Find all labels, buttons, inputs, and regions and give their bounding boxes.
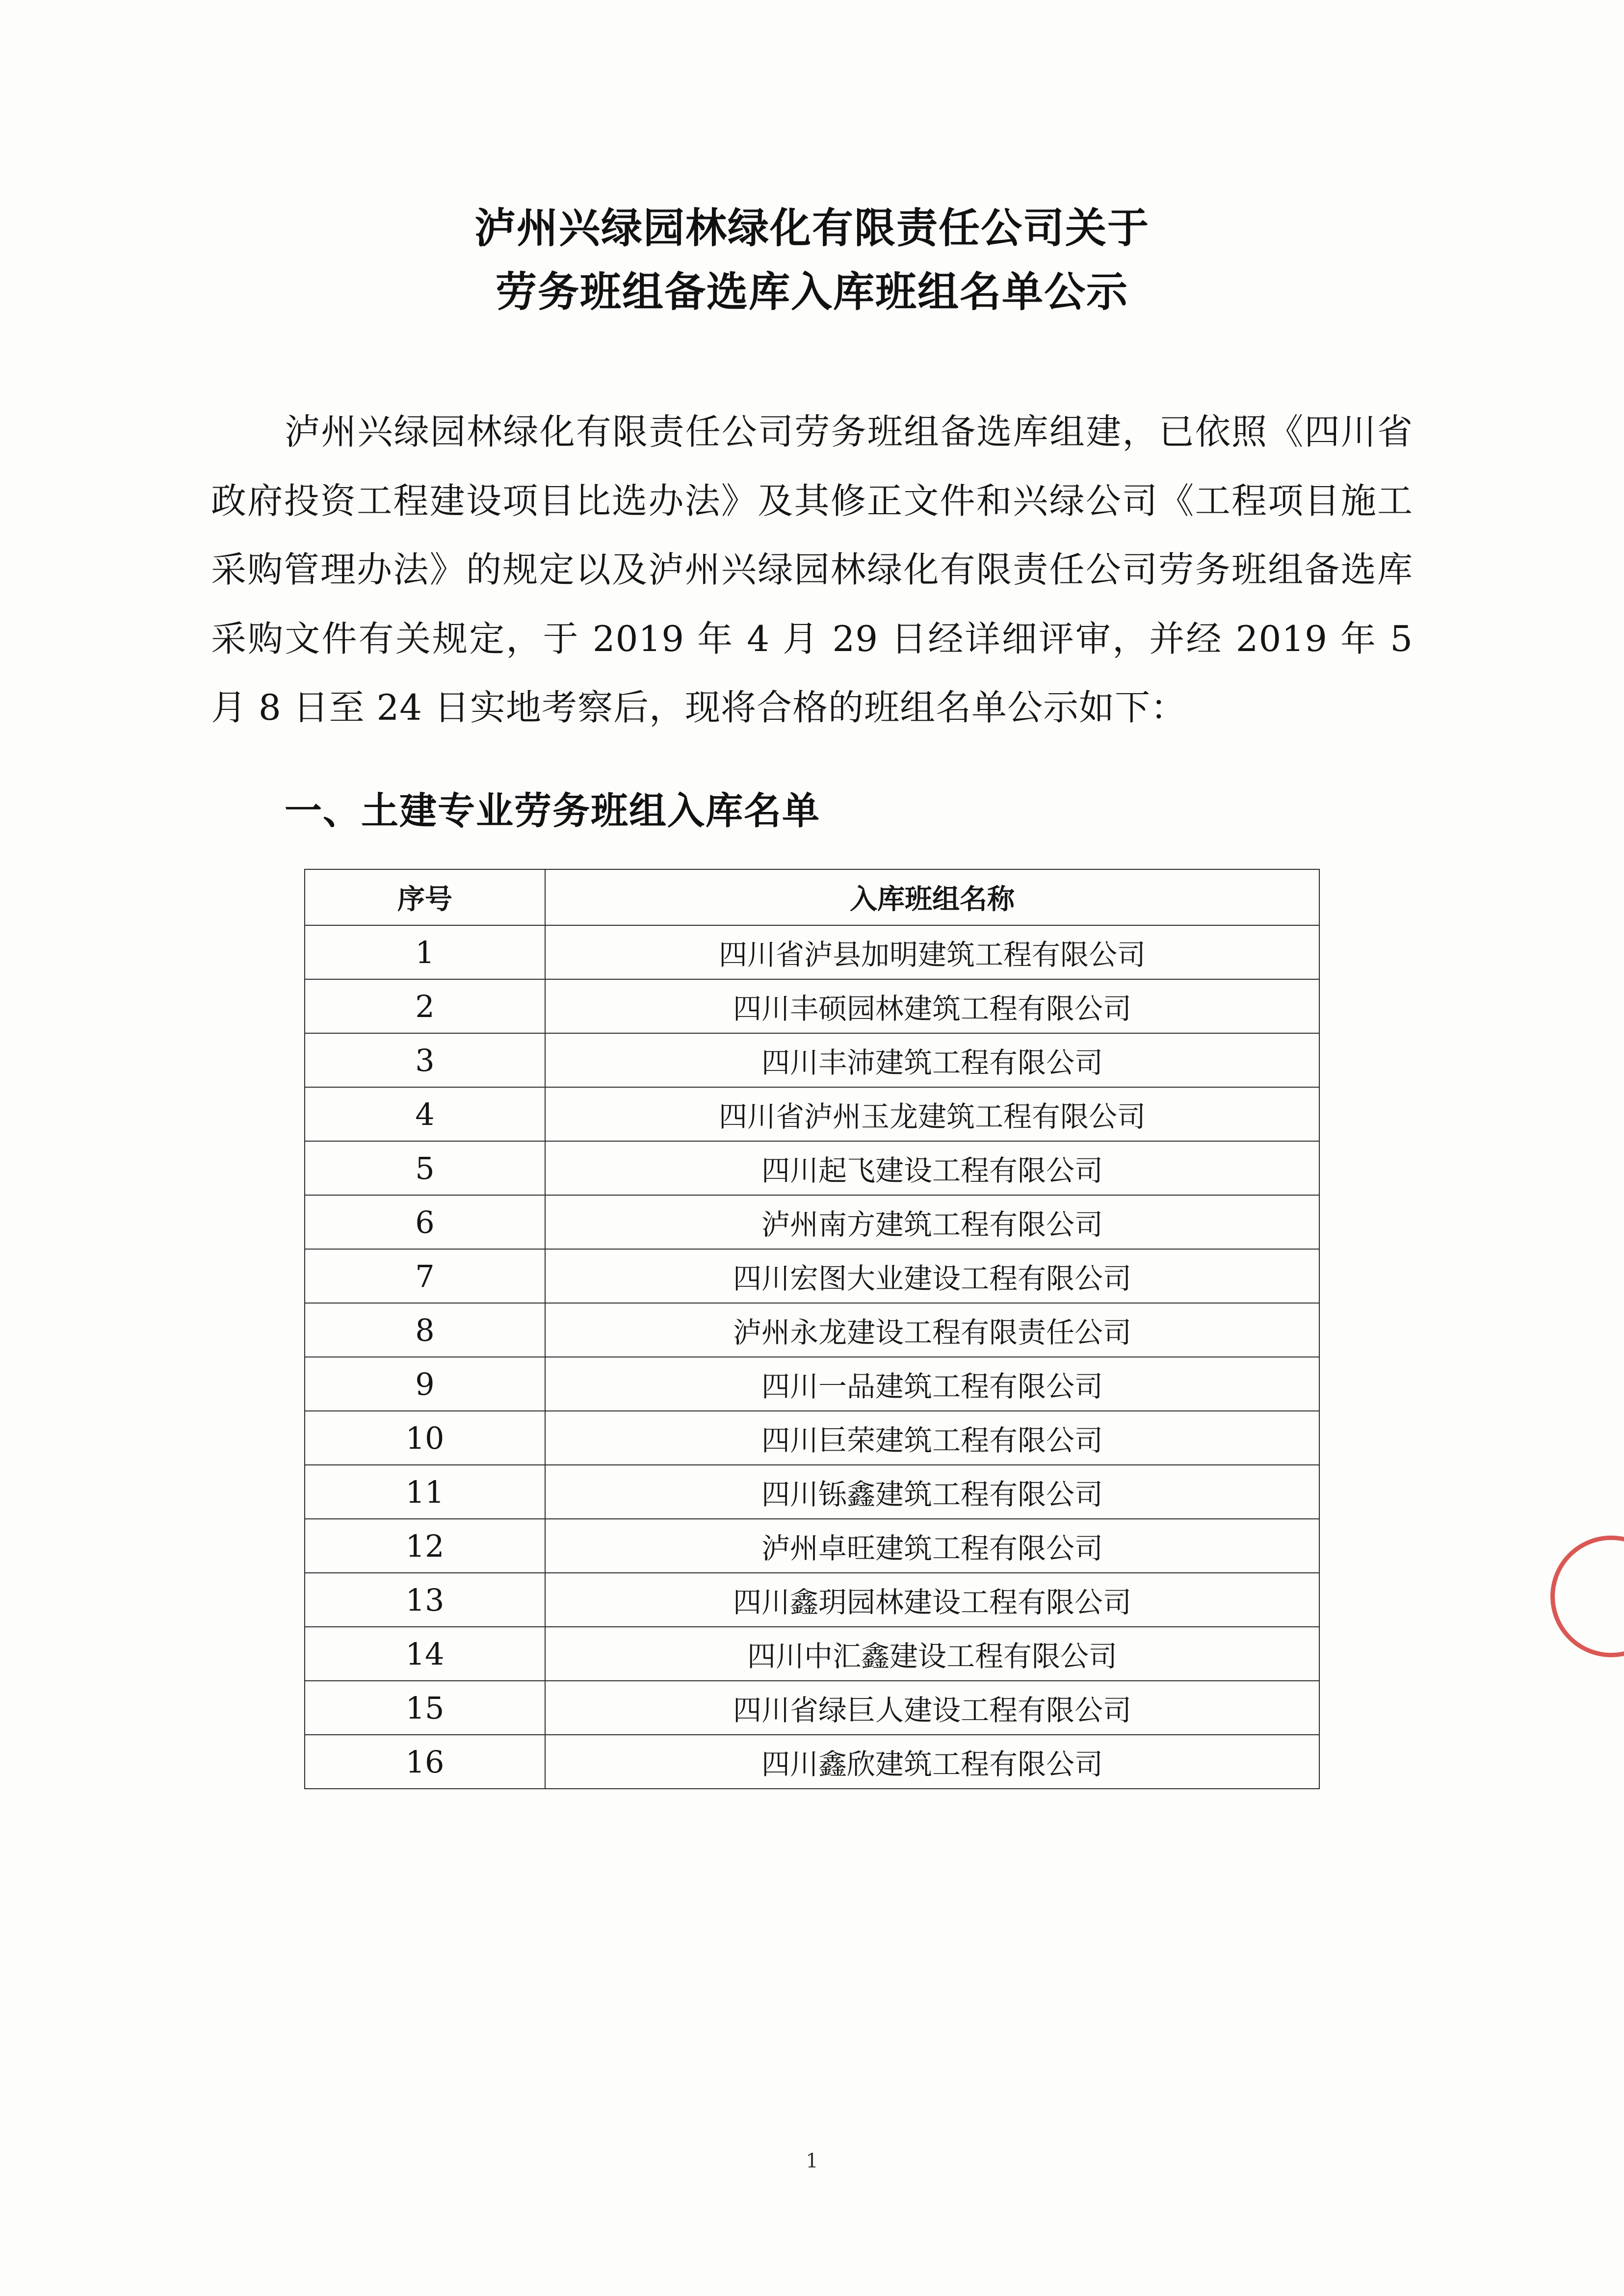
- page-number: 1: [806, 2150, 818, 2172]
- table-cell-index: 5: [305, 1141, 545, 1195]
- table-row: [305, 1141, 1319, 1195]
- table-row: [305, 1411, 1319, 1465]
- section-heading: 一、土建专业劳务班组入库名单: [285, 789, 820, 833]
- table-cell-index: 12: [305, 1519, 545, 1573]
- table-row: [305, 1681, 1319, 1735]
- table-cell-name: 四川省绿巨人建设工程有限公司: [545, 1681, 1319, 1735]
- table-cell-name: 四川丰硕园林建筑工程有限公司: [545, 979, 1319, 1033]
- table-cell-index: 2: [305, 979, 545, 1033]
- intro-paragraph-text: 泸州兴绿园林绿化有限责任公司劳务班组备选库组建，已依照《四川省政府投资工程建设项目比选办法》及其修正文件和兴绿公司《工程项目施工采购管理办法》的规定以及泸州兴绿园林绿化有限责任公司劳务班组备选库采购文件有关规定，于 2019 年 4 月 29 日经详细评审，并经 2019 年 5 月 8 日至 24 日实地考察后，现将合格的班组名单公示如下：: [211, 411, 1413, 728]
- table-row: [305, 1195, 1319, 1249]
- table-cell-name: 四川鑫玥园林建设工程有限公司: [545, 1573, 1319, 1627]
- table-cell-index: 13: [305, 1573, 545, 1627]
- page-title-line-1: 泸州兴绿园林绿化有限责任公司关于: [474, 204, 1150, 252]
- table-cell-index: 16: [305, 1735, 545, 1789]
- table-cell-index: 9: [305, 1357, 545, 1411]
- table-cell-name: 四川一品建筑工程有限公司: [545, 1357, 1319, 1411]
- table-row: [305, 1303, 1319, 1357]
- page-title-line-2: 劳务班组备选库入库班组名单公示: [495, 268, 1128, 316]
- intro-paragraph: [211, 397, 1413, 742]
- table-row: [305, 1357, 1319, 1411]
- table-row: [305, 1465, 1319, 1519]
- table-cell-index: 8: [305, 1303, 545, 1357]
- table-row: [305, 925, 1319, 979]
- table-cell-name: 四川省泸县加明建筑工程有限公司: [545, 925, 1319, 979]
- table-cell-name: 四川省泸州玉龙建筑工程有限公司: [545, 1087, 1319, 1141]
- table-cell-name: 四川鑫欣建筑工程有限公司: [545, 1735, 1319, 1789]
- table-cell-index: 3: [305, 1033, 545, 1087]
- table-cell-name: 四川铄鑫建筑工程有限公司: [545, 1465, 1319, 1519]
- table-row: [305, 979, 1319, 1033]
- table-cell-name: 四川宏图大业建设工程有限公司: [545, 1249, 1319, 1303]
- table-cell-index: 1: [305, 925, 545, 979]
- table-cell-name: 四川起飞建设工程有限公司: [545, 1141, 1319, 1195]
- table-cell-index: 7: [305, 1249, 545, 1303]
- table-cell-index: 10: [305, 1411, 545, 1465]
- table-header-index: 序号: [305, 869, 545, 925]
- table-cell-index: 4: [305, 1087, 545, 1141]
- 入库班组名单-table: [304, 869, 1320, 1789]
- red-seal-stamp: [1550, 1536, 1624, 1657]
- table-header-name: 入库班组名称: [545, 869, 1319, 925]
- table-cell-index: 15: [305, 1681, 545, 1735]
- table-row: [305, 1033, 1319, 1087]
- table-cell-index: 14: [305, 1627, 545, 1681]
- table-cell-name: 泸州永龙建设工程有限责任公司: [545, 1303, 1319, 1357]
- table-row: [305, 1573, 1319, 1627]
- table-row: [305, 1087, 1319, 1141]
- page-title: [211, 196, 1413, 324]
- table-cell-name: 泸州卓旺建筑工程有限公司: [545, 1519, 1319, 1573]
- table-header-row: [305, 869, 1319, 925]
- table-cell-name: 四川巨荣建筑工程有限公司: [545, 1411, 1319, 1465]
- table-cell-index: 6: [305, 1195, 545, 1249]
- document-body: [211, 0, 1413, 2296]
- table-cell-name: 四川丰沛建筑工程有限公司: [545, 1033, 1319, 1087]
- table-cell-name: 四川中汇鑫建设工程有限公司: [545, 1627, 1319, 1681]
- table-row: [305, 1249, 1319, 1303]
- table-cell-name: 泸州南方建筑工程有限公司: [545, 1195, 1319, 1249]
- table-row: [305, 1735, 1319, 1789]
- table-row: [305, 1627, 1319, 1681]
- table-cell-index: 11: [305, 1465, 545, 1519]
- table-row: [305, 1519, 1319, 1573]
